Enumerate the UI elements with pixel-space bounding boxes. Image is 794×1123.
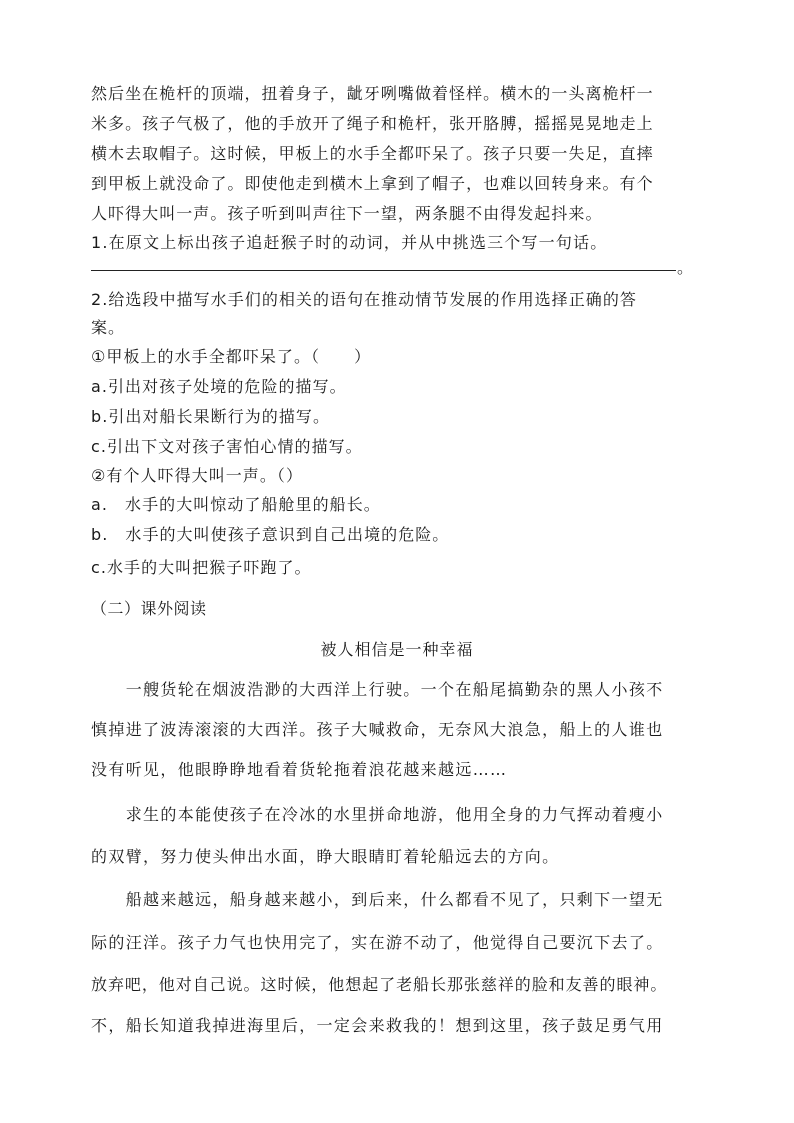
article-line: 放弃吧，他对自己说。这时候，他想起了老船长那张慈祥的脸和友善的眼神。: [91, 975, 668, 994]
sub-question-1: ①甲板上的水手全都吓呆了。（ ）: [91, 347, 372, 366]
question-2-stem-cont: 案。: [91, 318, 126, 337]
option-a: a. 水手的大叫惊动了船舱里的船长。: [91, 495, 381, 514]
passage-line: 米多。孩子气极了，他的手放开了绳子和桅杆，张开胳膊，摇摇晃晃地走上: [91, 114, 654, 133]
option-b: b. 水手的大叫使孩子意识到自己出境的危险。: [91, 525, 450, 544]
answer-blank-line[interactable]: [91, 270, 676, 271]
option-a: a.引出对孩子处境的危险的描写。: [91, 377, 347, 396]
answer-end-mark: 。: [677, 258, 694, 277]
question-2-stem: 2.给选段中描写水手们的相关的语句在推动情节发展的作用选择正确的答: [91, 290, 637, 309]
question-1: 1.在原文上标出孩子追赶猴子时的动词，并从中挑选三个写一句话。: [91, 233, 608, 252]
option-c: c.水手的大叫把猴子吓跑了。: [91, 558, 312, 577]
article-line: 慎掉进了波涛滚滚的大西洋。孩子大喊救命，无奈风大浪急，船上的人谁也: [91, 720, 664, 739]
article-line: 一艘货轮在烟波浩渺的大西洋上行驶。一个在船尾搞勤杂的黑人小孩不: [91, 680, 664, 699]
passage-line: 人吓得大叫一声。孩子听到叫声往下一望，两条腿不由得发起抖来。: [91, 204, 603, 223]
article-line: 的双臂，努力使头伸出水面，睁大眼睛盯着轮船远去的方向。: [91, 847, 560, 866]
article-line: 没有听见，他眼睁睁地看着货轮拖着浪花越来越远……: [91, 760, 508, 779]
passage-line: 然后坐在桅杆的顶端，扭着身子，龇牙咧嘴做着怪样。横木的一头离桅杆一: [91, 84, 654, 103]
article-line: 船越来越远，船身越来越小，到后来，什么都看不见了，只剩下一望无: [91, 890, 664, 909]
passage-line: 横木去取帽子。这时候，甲板上的水手全都吓呆了。孩子只要一失足，直摔: [91, 144, 654, 163]
section-heading: （二）课外阅读: [91, 599, 207, 618]
article-line: 际的汪洋。孩子力气也快用完了，实在游不动了，他觉得自己要沉下去了。: [91, 933, 664, 952]
article-line: 求生的本能使孩子在冷冰的水里拼命地游，他用全身的力气挥动着瘦小: [91, 805, 664, 824]
passage-line: 到甲板上就没命了。即使他走到横木上拿到了帽子，也难以回转身来。有个: [91, 174, 654, 193]
option-c: c.引出下文对孩子害怕心情的描写。: [91, 437, 363, 456]
sub-question-2: ②有个人吓得大叫一声。（）: [91, 466, 303, 485]
article-title: 被人相信是一种幸福: [320, 640, 474, 659]
option-b: b.引出对船长果断行为的描写。: [91, 407, 330, 426]
article-line: 不，船长知道我掉进海里后，一定会来救我的！想到这里，孩子鼓足勇气用: [91, 1016, 664, 1035]
